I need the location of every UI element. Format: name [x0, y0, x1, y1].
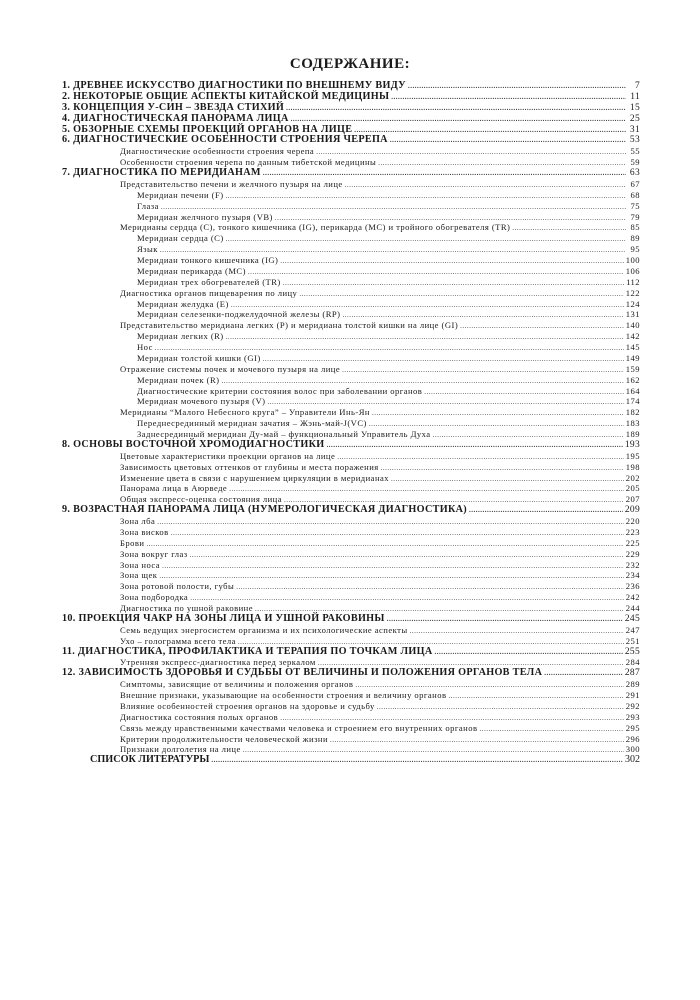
toc-entry-page-number: 245	[624, 613, 640, 624]
toc-chapter-entry[interactable]	[62, 135, 640, 146]
toc-entry-page-number: 247	[625, 624, 640, 635]
toc-entry-page-number: 242	[625, 592, 640, 603]
toc-section-entry[interactable]	[62, 473, 640, 484]
toc-entry-label: Зона лба	[120, 516, 156, 526]
toc-entry-page-number: 209	[624, 505, 640, 516]
toc-entry-label: Зона ротовой полости, губы	[120, 581, 235, 592]
toc-entry-page-number: 225	[625, 537, 640, 548]
toc-entry-page-number: 229	[625, 548, 640, 559]
toc-entry-label: Заднесрединный меридиан Ду-май – функциональный Управитель Духа	[137, 429, 431, 439]
toc-entry-page-number: 198	[625, 461, 640, 472]
toc-section-entry[interactable]	[62, 625, 640, 636]
toc-entry-page-number: 106	[625, 265, 640, 276]
toc-entry-label: 11. ДИАГНОСТИКА, ПРОФИЛАКТИКА И ТЕРАПИЯ ПО ТОЧКАМ ЛИЦА	[62, 645, 433, 657]
toc-entry-label: Меридиан желудка (Е)	[137, 298, 229, 309]
toc-section-entry[interactable]	[62, 277, 640, 288]
toc-entry-label: СПИСОК ЛИТЕРАТУРЫ	[90, 754, 210, 766]
dot-leader	[146, 539, 623, 550]
dot-leader	[226, 332, 624, 343]
toc-entry-page-number: 100	[625, 255, 640, 265]
toc-entry-page-number: 244	[625, 603, 640, 613]
toc-chapter-entry[interactable]	[62, 614, 640, 625]
dot-leader	[377, 702, 624, 713]
toc-entry-label: Панорама лица в Аюрведе	[120, 483, 228, 494]
dot-leader	[330, 735, 624, 746]
toc-chapter-entry[interactable]	[62, 668, 640, 679]
dot-leader	[434, 647, 622, 658]
dot-leader	[354, 125, 626, 136]
toc-entry-label: 1. ДРЕВНЕЕ ИСКУССТВО ДИАГНОСТИКИ ПО ВНЕШНЕМУ ВИДУ	[62, 80, 406, 91]
toc-entry-page-number: 293	[625, 711, 640, 722]
toc-entry-label: Цветовые характеристики проекции органов на лице	[120, 450, 336, 461]
toc-section-entry[interactable]	[62, 364, 640, 375]
toc-entry-label: 4. ДИАГНОСТИЧЕСКАЯ ПАНОРАМА ЛИЦА	[62, 112, 289, 124]
dot-leader	[263, 168, 626, 179]
toc-entry-page-number: 31	[629, 124, 640, 135]
toc-entry-label: Язык	[137, 244, 158, 255]
toc-entry-label: 8. ОСНОВЫ ВОСТОЧНОЙ ХРОМОДИАГНОСТИКИ	[62, 438, 325, 450]
toc-entry-label: 12. ЗАВИСИМОСТЬ ЗДОРОВЬЯ И СУДЬБЫ ОТ ВЕЛИЧИНЫ И ПОЛОЖЕНИЯ ОРГАНОВ ТЕЛА	[62, 667, 543, 679]
toc-section-entry[interactable]	[62, 723, 640, 734]
toc-section-entry[interactable]	[62, 570, 640, 581]
toc-section-entry[interactable]	[62, 146, 640, 157]
dot-leader	[190, 593, 624, 604]
dot-leader	[391, 92, 626, 103]
toc-entry-label: Меридиан печени (F)	[137, 189, 224, 200]
toc-entry-label: Зона висков	[120, 526, 169, 537]
toc-entry-label: Отражение системы почек и мочевого пузыря на лице	[120, 363, 341, 374]
dot-leader	[460, 321, 624, 332]
toc-entry-label: Изменение цвета в связи с нарушением циркуляции в меридианах	[120, 472, 390, 483]
toc-entry-label: Влияние особенностей строения органов на здоровье и судьбу	[120, 700, 375, 711]
table-of-contents	[62, 81, 640, 766]
dot-leader	[479, 724, 623, 735]
toc-entry-label: Диагностические критерии состояния волос при заболевании органов	[137, 385, 423, 396]
toc-entry-page-number: 220	[625, 516, 640, 526]
toc-entry-page-number: 195	[625, 450, 640, 461]
toc-section-entry[interactable]	[62, 222, 640, 233]
toc-entry-page-number: 292	[625, 700, 640, 711]
toc-entry-label: Переднесрединный меридиан зачатия – Жэнь-май-J(VC)	[137, 418, 367, 429]
toc-entry-label: Меридиан легких (R)	[137, 331, 224, 342]
toc-entry-page-number: 142	[625, 331, 640, 342]
toc-entry-page-number: 289	[625, 679, 640, 690]
toc-entry-page-number: 300	[625, 744, 640, 755]
toc-entry-label: Признаки долголетия на лице	[120, 744, 241, 755]
toc-section-entry[interactable]	[62, 233, 640, 244]
dot-leader	[448, 691, 623, 702]
toc-section-entry[interactable]	[62, 331, 640, 342]
dot-leader	[226, 234, 626, 245]
toc-section-entry[interactable]	[62, 375, 640, 386]
dot-leader	[387, 614, 623, 625]
toc-entry-label: 10. ПРОЕКЦИЯ ЧАКР НА ЗОНЫ ЛИЦА И УШНОЙ РАКОВИНЫ	[62, 612, 385, 624]
toc-chapter-entry[interactable]	[62, 440, 640, 451]
toc-section-entry[interactable]	[62, 320, 640, 331]
toc-section-entry[interactable]	[62, 679, 640, 690]
toc-entry-label: Меридиан желчного пузыря (VB)	[137, 211, 273, 222]
dot-leader	[372, 408, 624, 419]
toc-entry-page-number: 63	[629, 168, 640, 178]
toc-entry-page-number: 193	[624, 439, 640, 450]
dot-leader	[345, 180, 626, 191]
toc-section-entry[interactable]	[62, 701, 640, 712]
toc-entry-label: 3. КОНЦЕПЦИЯ У-СИН – ЗВЕЗДА СТИХИЙ	[62, 101, 285, 113]
toc-entry-page-number: 284	[625, 657, 640, 668]
toc-entry-page-number: 182	[625, 407, 640, 418]
toc-entry-page-number: 159	[625, 363, 640, 374]
toc-chapter-entry[interactable]	[62, 168, 640, 179]
dot-leader	[283, 278, 624, 289]
toc-section-entry[interactable]	[62, 560, 640, 571]
toc-section-entry[interactable]	[62, 201, 640, 212]
dot-leader	[236, 582, 624, 593]
toc-entry-page-number: 79	[630, 211, 640, 222]
toc-entry-label: Ухо – голограмма всего тела	[120, 635, 236, 646]
toc-entry-label: Зона щек	[120, 570, 158, 581]
toc-entry-page-number: 183	[625, 418, 640, 429]
dot-leader	[299, 289, 623, 300]
toc-entry-label: Глаза	[137, 200, 159, 211]
dot-leader	[391, 474, 624, 485]
dot-leader	[544, 668, 623, 679]
toc-entry-page-number: 124	[625, 298, 640, 309]
toc-entry-label: Зона подбородка	[120, 592, 189, 603]
toc-entry-label: Связь между нравственными качествами человека и строением его внутренних органов	[120, 722, 478, 733]
toc-entry-page-number: 95	[630, 244, 640, 255]
toc-section-entry[interactable]	[62, 190, 640, 201]
toc-entry-label: Представительство меридиана легких (Р) и меридиана толстой кишки на лице (GI)	[120, 320, 459, 331]
toc-section-entry[interactable]	[62, 212, 640, 223]
dot-leader	[337, 452, 624, 463]
toc-entry-label: Меридиан тонкого кишечника (IG)	[137, 255, 279, 265]
dot-leader	[512, 223, 626, 234]
toc-entry-page-number: 164	[625, 385, 640, 396]
toc-entry-label: Меридиан толстой кишки (GI)	[137, 352, 261, 363]
toc-entry-label: Меридиан мочевого пузыря (V)	[137, 396, 266, 407]
toc-section-entry[interactable]	[62, 527, 640, 538]
toc-section-entry[interactable]	[62, 244, 640, 255]
toc-section-entry[interactable]	[62, 592, 640, 603]
toc-entry-label: 2. НЕКОТОРЫЕ ОБЩИЕ АСПЕКТЫ КИТАЙСКОЙ МЕДИЦИНЫ	[62, 90, 390, 102]
toc-chapter-entry[interactable]	[62, 103, 640, 114]
toc-entry-label: Диагностика органов пищеварения по лицу	[120, 287, 298, 298]
dot-leader	[280, 256, 623, 267]
dot-leader	[291, 114, 626, 125]
toc-entry-page-number: 205	[625, 483, 640, 494]
toc-entry-label: 9. ВОЗРАСТНАЯ ПАНОРАМА ЛИЦА (НУМЕРОЛОГИЧЕСКАЯ ДИАГНОСТИКА)	[62, 504, 467, 516]
toc-section-entry[interactable]	[62, 255, 640, 266]
dot-leader	[162, 561, 624, 572]
toc-section-entry[interactable]	[62, 712, 640, 723]
toc-entry-label: Диагностика по ушной раковине	[120, 603, 253, 613]
toc-entry-page-number: 234	[625, 570, 640, 581]
dot-leader	[327, 440, 623, 451]
toc-entry-label: Меридиан селезенки-поджелудочной железы (RP)	[137, 309, 341, 320]
toc-entry-label: Внешние признаки, указывающие на особенности строения и величину органов	[120, 690, 447, 700]
dot-leader	[408, 81, 626, 92]
toc-section-entry[interactable]	[62, 396, 640, 407]
toc-entry-label: Брови	[120, 537, 145, 548]
toc-section-entry[interactable]	[62, 353, 640, 364]
toc-section-entry[interactable]	[62, 451, 640, 462]
toc-entry-label: Семь ведущих энергосистем организма и их психологические аспекты	[120, 624, 408, 635]
toc-entry-page-number: 149	[625, 352, 640, 363]
toc-entry-page-number: 67	[630, 178, 640, 189]
toc-section-entry[interactable]	[62, 342, 640, 353]
toc-entry-page-number: 236	[625, 581, 640, 592]
toc-section-entry[interactable]	[62, 266, 640, 277]
toc-section-entry[interactable]	[62, 483, 640, 494]
toc-section-entry[interactable]	[62, 549, 640, 560]
toc-section-entry[interactable]	[62, 386, 640, 397]
toc-entry-page-number: 55	[630, 146, 640, 157]
dot-leader	[211, 755, 623, 766]
toc-section-entry[interactable]	[62, 309, 640, 320]
toc-entry-page-number: 122	[625, 287, 640, 298]
dot-leader	[342, 365, 624, 376]
toc-section-entry[interactable]	[62, 581, 640, 592]
toc-section-entry[interactable]	[62, 407, 640, 418]
toc-entry-label: Меридиан почек (R)	[137, 374, 220, 385]
toc-section-entry[interactable]	[62, 516, 640, 527]
toc-entry-page-number: 255	[624, 646, 640, 657]
toc-entry-label: Меридианы “Малого Небесного круга” – Управители Инь-Ян	[120, 407, 370, 418]
toc-entry-page-number: 131	[625, 309, 640, 320]
toc-entry-page-number: 89	[630, 233, 640, 244]
dot-leader	[381, 463, 624, 474]
toc-entry-label: 7. ДИАГНОСТИКА ПО МЕРИДИАНАМ	[62, 167, 261, 178]
toc-entry-page-number: 251	[625, 635, 640, 646]
toc-chapter-entry[interactable]	[62, 114, 640, 125]
toc-entry-label: Меридиан трех обогревателей (TR)	[137, 276, 281, 287]
toc-entry-page-number: 59	[630, 157, 640, 168]
toc-entry-page-number: 85	[630, 222, 640, 233]
toc-entry-label: Общая экспресс-оценка состояния лица	[120, 494, 282, 505]
toc-entry-label: Зона вокруг глаз	[120, 548, 188, 559]
dot-leader	[286, 103, 626, 114]
toc-entry-page-number: 202	[625, 472, 640, 483]
dot-leader	[190, 550, 624, 561]
toc-entry-label: 5. ОБЗОРНЫЕ СХЕМЫ ПРОЕКЦИЙ ОРГАНОВ НА ЛИЦЕ	[62, 123, 353, 135]
toc-entry-page-number: 53	[629, 135, 640, 146]
toc-entry-page-number: 174	[625, 396, 640, 407]
toc-entry-label: Меридианы сердца (С), тонкого кишечника (IG), перикарда (МС) и тройного обогревателя (TR)	[120, 222, 511, 233]
toc-entry-page-number: 296	[625, 733, 640, 744]
dot-leader	[229, 484, 624, 495]
toc-entry-label: Симптомы, зависящие от величины и положения органов	[120, 679, 354, 690]
toc-entry-label: Особенности строения черепа по данным тибетской медицины	[120, 157, 377, 168]
toc-entry-page-number: 15	[629, 102, 640, 113]
toc-entry-page-number: 11	[630, 91, 640, 102]
toc-entry-label: Зона носа	[120, 559, 161, 570]
toc-entry-label: Представительство печени и желчного пузыря на лице	[120, 178, 343, 189]
toc-section-entry[interactable]	[62, 690, 640, 701]
toc-entry-page-number: 7	[634, 81, 640, 91]
toc-entry-page-number: 140	[625, 320, 640, 331]
toc-entry-page-number: 223	[625, 526, 640, 537]
toc-entry-label: Утренняя экспресс-диагностика перед зеркалом	[120, 657, 316, 668]
toc-entry-page-number: 68	[630, 189, 640, 200]
dot-leader	[424, 387, 623, 398]
toc-section-entry[interactable]	[62, 462, 640, 473]
toc-bibliography-entry[interactable]	[62, 755, 640, 766]
toc-entry-label: Меридиан сердца (С)	[137, 233, 224, 244]
toc-section-entry[interactable]	[62, 538, 640, 549]
toc-entry-page-number: 162	[625, 374, 640, 385]
toc-entry-page-number: 25	[629, 113, 640, 124]
dot-leader	[157, 517, 624, 528]
toc-title: СОДЕРЖАНИЕ:	[289, 56, 411, 72]
toc-entry-page-number: 75	[630, 200, 640, 211]
toc-entry-page-number: 287	[624, 668, 640, 679]
toc-entry-page-number: 207	[625, 494, 640, 505]
toc-entry-page-number: 291	[625, 690, 640, 700]
toc-entry-label: 6. ДИАГНОСТИЧЕСКИЕ ОСОБЕННОСТИ СТРОЕНИЯ ЧЕРЕПА	[62, 134, 388, 146]
toc-entry-page-number: 189	[625, 429, 640, 439]
toc-chapter-entry[interactable]	[62, 505, 640, 516]
toc-section-entry[interactable]	[62, 299, 640, 310]
toc-chapter-entry[interactable]	[62, 647, 640, 658]
toc-entry-page-number: 232	[625, 559, 640, 570]
dot-leader	[410, 626, 624, 637]
toc-entry-page-number: 302	[625, 754, 640, 766]
toc-entry-label: Критерии продолжительности человеческой жизни	[120, 733, 329, 744]
toc-entry-label: Нос	[137, 342, 153, 352]
toc-entry-label: Диагностика состояния полых органов	[120, 711, 279, 722]
toc-section-entry[interactable]	[62, 179, 640, 190]
toc-entry-page-number: 295	[625, 722, 640, 733]
toc-section-entry[interactable]	[62, 636, 640, 647]
dot-leader	[390, 135, 626, 146]
toc-entry-label: Меридиан перикарда (МС)	[137, 265, 246, 276]
dot-leader	[226, 191, 626, 202]
toc-entry-label: Зависимость цветовых оттенков от глубины и места поражения	[120, 461, 379, 472]
toc-section-entry[interactable]	[62, 288, 640, 299]
dot-leader	[171, 528, 624, 539]
toc-entry-page-number: 112	[626, 276, 640, 287]
dot-leader	[469, 505, 623, 516]
toc-entry-label: Диагностические особенности строения черепа	[120, 146, 315, 157]
toc-section-entry[interactable]	[62, 418, 640, 429]
toc-entry-page-number: 145	[625, 342, 640, 352]
dot-leader	[248, 267, 624, 278]
toc-section-entry[interactable]	[62, 734, 640, 745]
